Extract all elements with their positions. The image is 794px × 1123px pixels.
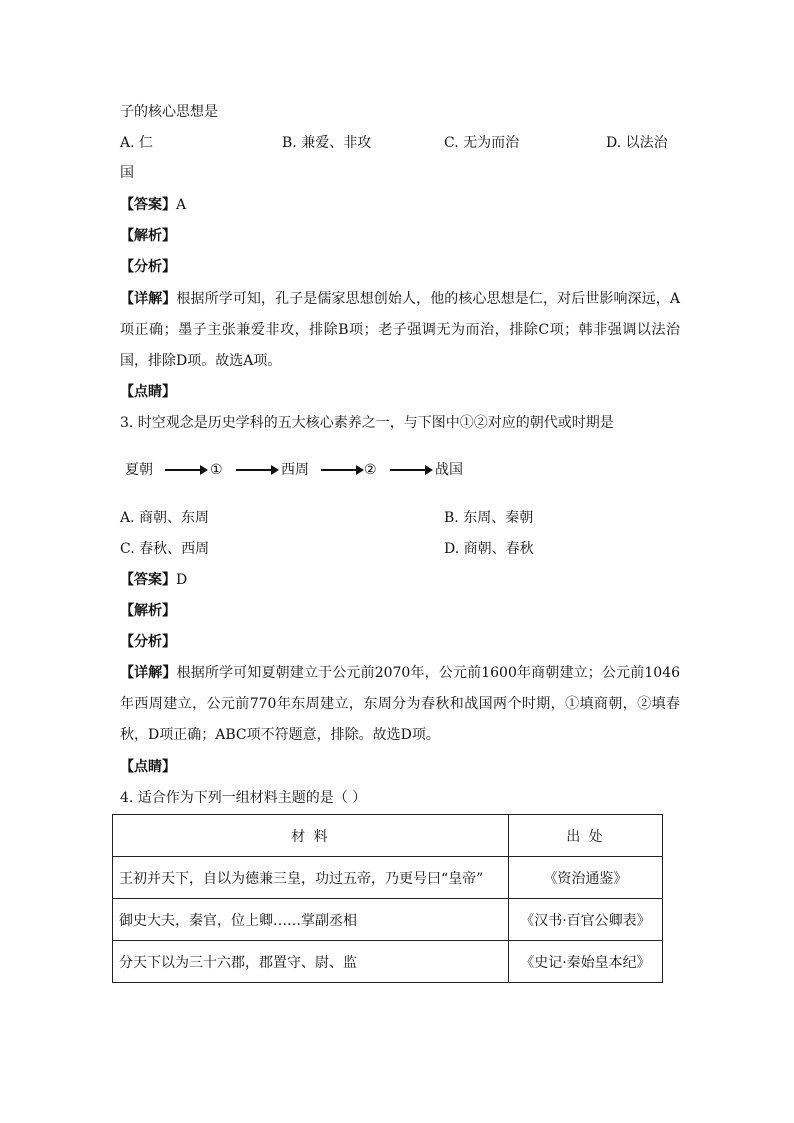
q3-fenxi-label: 【分析】	[120, 634, 176, 650]
q2-option-d-wrap: 国	[120, 165, 134, 181]
timeline-arrow	[236, 469, 272, 471]
q4-source-table	[112, 814, 663, 983]
timeline-node: 战国	[435, 462, 463, 478]
column-header-material: 材 料	[113, 815, 509, 857]
q2-answer	[120, 195, 186, 215]
table-row	[113, 899, 663, 941]
q3-analysis-label: 【解析】	[120, 603, 176, 619]
timeline-arrow	[321, 469, 357, 471]
q2-detail	[120, 284, 680, 377]
detail-text: 根据所学可知，孔子是儒家思想创始人，他的核心思想是仁，对后世影响深远，A项正确；墨子主张兼爱非攻，排除B项；老子强调无为而治，排除C项；韩非强调以法治国，排除D项。故选A项。	[120, 291, 681, 369]
q2-fenxi-label: 【分析】	[120, 259, 176, 275]
q2-option-d: D. 以法治	[606, 135, 668, 151]
q2-analysis-label: 【解析】	[120, 228, 176, 244]
material-cell: 御史大夫，秦官，位上卿……掌副丞相	[113, 899, 509, 941]
timeline-node: ①	[210, 462, 223, 478]
answer-label: 【答案】	[120, 572, 176, 588]
source-cell: 《史记·秦始皇本纪》	[508, 941, 662, 983]
column-header-source: 出 处	[508, 815, 662, 857]
q2-option-a: A. 仁	[120, 135, 154, 151]
q3-stem: 3. 时空观念是历史学科的五大核心素养之一，与下图中①②对应的朝代或时期是	[120, 415, 614, 431]
q3-answer	[120, 570, 187, 590]
material-cell: 王初并天下，自以为德兼三皇，功过五帝，乃更号曰“皇帝”	[113, 857, 509, 899]
source-cell: 《汉书·百官公卿表》	[508, 899, 662, 941]
detail-label: 【详解】	[120, 665, 177, 681]
q2-stem-tail: 子的核心思想是	[120, 104, 218, 120]
q3-option-a: A. 商朝、东周	[120, 510, 210, 526]
q2-dianjing-label: 【点睛】	[120, 384, 176, 400]
table-row	[113, 941, 663, 983]
detail-text: 根据所学可知夏朝建立于公元前2070年，公元前1600年商朝建立；公元前1046年西周建立，公元前770年东周建立，东周分为春秋和战国两个时期，①填商朝，②填春秋，D项正确；ABC项不符题意，排除。故选D项。	[120, 665, 681, 743]
table-header-row	[113, 815, 663, 857]
answer-value: D	[176, 572, 188, 588]
answer-value: A	[176, 197, 187, 213]
timeline-node: 夏朝	[125, 462, 153, 478]
material-cell: 分天下以为三十六郡，郡置守、尉、监	[113, 941, 509, 983]
table-row	[113, 857, 663, 899]
q3-option-d: D. 商朝、春秋	[444, 541, 534, 557]
q3-option-b: B. 东周、秦朝	[444, 510, 534, 526]
answer-label: 【答案】	[120, 197, 176, 213]
detail-label: 【详解】	[120, 291, 177, 307]
q4-stem: 4. 适合作为下列一组材料主题的是（ ）	[120, 790, 367, 806]
q3-option-c: C. 春秋、西周	[120, 541, 210, 557]
q3-dianjing-label: 【点睛】	[120, 759, 176, 775]
q3-detail	[120, 658, 680, 751]
source-cell: 《资治通鉴》	[508, 857, 662, 899]
q2-option-c: C. 无为而治	[444, 135, 520, 151]
q2-option-b: B. 兼爱、非攻	[282, 135, 372, 151]
timeline-arrow	[390, 469, 426, 471]
timeline-node: 西周	[281, 462, 309, 478]
timeline-arrow	[165, 469, 201, 471]
timeline-node: ②	[364, 462, 377, 478]
